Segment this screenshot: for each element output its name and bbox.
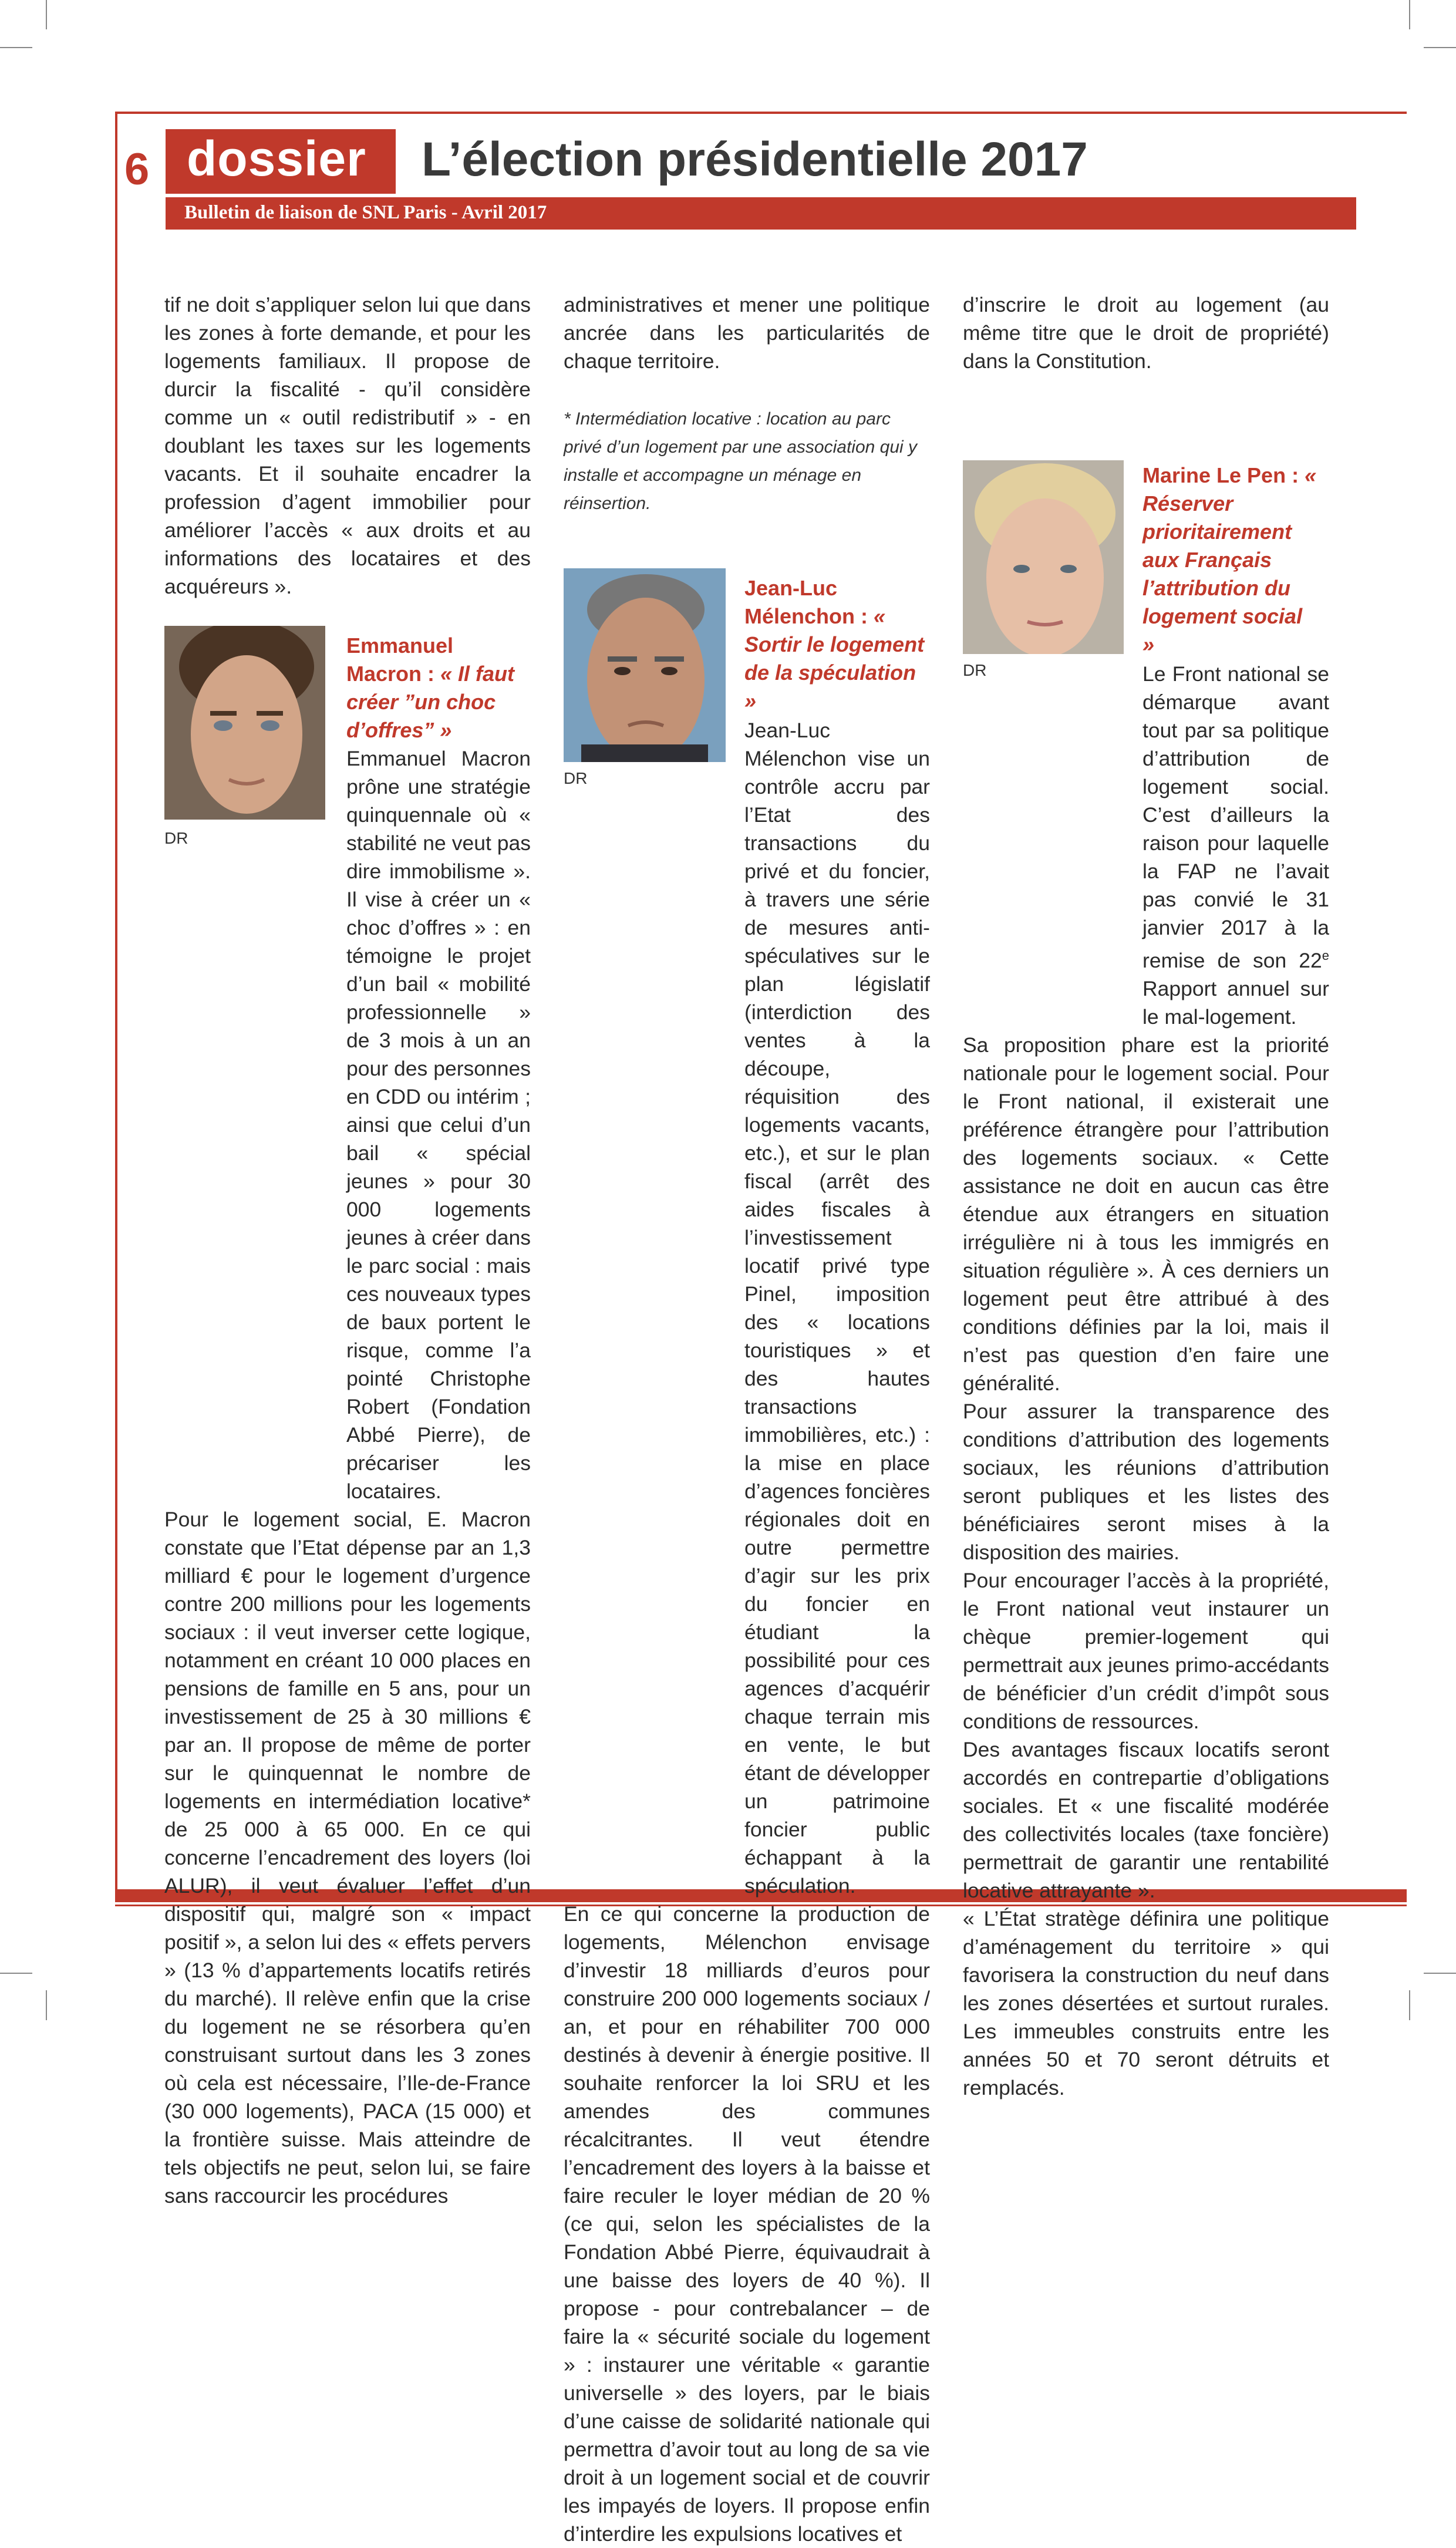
crop-mark [1409,1990,1410,2020]
lepen-heading [1142,461,1319,659]
lepen-photo [963,460,1124,654]
paragraph: Jean-Luc Mélenchon vise un contrôle accru par l’Etat des transactions du privé et du foncier, à travers une série de mesures anti-spéculatives sur le plan législatif (interdiction des ventes à la découpe, réquisition des logements vacants, etc.), et sur le plan fiscal (arrêt des aides fiscales à l’investissement locatif privé type Pinel, imposition des « locations touristiques » et des hautes transactions immobilières, etc.) : la mise en place d’agences foncières régionales doit en outre permettre d’agir sur les prix du foncier en étudiant la possibilité pour ces agences d’acquérir chaque terrain mis en vente, le but étant de développer un patrimoine foncier public échappant à la spéculation. [744,719,930,1897]
crop-mark [1409,0,1410,29]
frame-left-rule [115,112,117,1900]
candidate-quote: « Il faut créer ”un choc d’offres” » [346,662,515,742]
crop-mark [1424,47,1456,48]
crop-mark [0,47,32,48]
paragraph: d’inscrire le droit au logement (au même titre que le droit de propriété) dans la Constitution. [963,293,1329,373]
macron-body [164,744,531,2210]
paragraph: En ce qui concerne la production de logements, Mélenchon envisage d’investir 18 milliards d’euros pour construire 200 000 logements sociaux / an, et pour en réhabiliter 700 000 destinés à devenir à énergie positive. Il souhaite renforcer la loi SRU et les amendes des communes récalcitrantes. Il veut étendre l’encadrement des loyers à la baisse et faire reculer le loyer médian de 20 % (ce qui, selon les spécialistes de la Fondation Abbé Pierre, équivaudrait à une baisse des loyers de 40 %). Il propose - pour contrebalancer – de faire la « sécurité sociale du logement » : instaurer une véritable « garantie universelle » des loyers, par le biais d’une caisse de solidarité nationale qui permettra d’avoir tout au long de sa vie droit à un logement social et de couvrir les impayés de loyers. Il propose enfin d’interdire les expulsions locatives et [564,1902,930,2546]
bulletin-subtitle: Bulletin de liaison de SNL Paris - Avril 2017 [184,202,547,223]
crop-mark [46,1990,47,2020]
paragraph [963,660,1329,1031]
frame-top-rule [115,112,1407,114]
crop-mark [46,0,47,29]
page-title: L’élection présidentielle 2017 [422,133,1088,186]
paragraph: Emmanuel Macron prône une stratégie quinquennale où « stabilité ne veut pas dire immobilisme ». Il vise à créer un « choc d’offres » : en témoigne le projet d’un bail « mobilité professionnelle » de 3 mois à un an pour des personnes en CDD ou intérim ; ainsi que celui d’un bail « spécial jeunes » pour 30 000 logements jeunes à créer dans le parc social : mais ces nouveaux types de baux portent le risque, comme l’a pointé Christophe Robert (Fondation Abbé Pierre), de précariser les locataires. [346,747,531,1503]
paragraph: Pour le logement social, E. Macron constate que l’Etat dépense par an 1,3 milliard € pour le logement d’urgence contre 200 millions pour les logements sociaux : il veut inverser cette logique, notamment en créant 10 000 places en pensions de famille en 5 ans, pour un investissement de 25 à 30 millions € par an. Il propose de même de porter sur le quinquennat le nombre de logements en intermédiation locative* de 25 000 à 65 000. En ce qui concerne l’encadrement des loyers (loi ALUR), il veut évaluer l’effet d’un dispositif qui, malgré son « impact positif », a selon lui des « effets pervers » (13 % d’appartements locatifs retirés du marché). Il relève enfin que la crise du logement ne se résorbera qu’en construisant surtout dans les 3 zones où cela est nécessaire, l’Ile-de-France (30 000 logements), PACA (15 000) et la frontière suisse. Mais atteindre de tels objectifs ne peut, selon lui, se faire sans raccourcir les procédures [164,1508,531,2207]
macron-heading [346,632,523,744]
paragraph: tif ne doit s’appliquer selon lui que dans les zones à forte demande, et pour les logements familiaux. Il propose de durcir la fiscalité - qu’il considère comme un « outil redistributif » - en doublant les taxes sur les logements vacants. Et il souhaite encadrer la profession d’agent immobilier pour améliorer l’accès « aux droits et au informations des locataires et des acquéreurs ». [164,293,531,598]
candidate-name: Emmanuel Macron : [346,633,454,686]
photo-credit: DR [963,661,987,679]
text-run: Rapport annuel sur le mal-logement. [1142,976,1329,1029]
column-2-intro [564,291,930,375]
candidate-quote: « Réserver prioritairement aux Français l’attribution du logement social » [1142,463,1317,656]
text-run: Le Front national se démarque avant tout par sa politique d’attribution de logement social. C’est d’ailleurs la raison pour laquelle la FAP ne l’avait pas convié le 31 janvier 2017 à la remise de son 22 [1142,662,1329,972]
footnote: * Intermédiation locative : location au parc privé d’un logement par une association qui y installe et accompagne un ménage en réinsertion. [564,409,918,513]
melenchon-heading [744,574,932,715]
paragraph: Pour assurer la transparence des conditions d’attribution des logements sociaux, les réunions d’attribution seront publiques et les listes des bénéficiaires seront mises à la disposition des mairies. [963,1399,1329,1564]
superscript: e [1322,948,1329,963]
portrait-image [963,460,1124,654]
decor-square [1239,197,1277,230]
lepen-body [963,660,1329,2102]
paragraph: « L’État stratège définira une politique d’aménagement du territoire » qui favorisera la construction du neuf dans les zones désertées et surtout rurales. Les immeubles construits entre les années 50 et 70 seront détruits et remplacés. [963,1906,1329,2099]
photo-credit: DR [164,829,188,847]
paragraph: Des avantages fiscaux locatifs seront accordés en contrepartie d’obligations sociales. Et « une fiscalité modérée des collectivités locales (taxe foncière) permettrait de garantir une rentabilité locative attrayante ». [963,1737,1329,1902]
melenchon-body [564,716,930,2548]
candidate-name: Marine Le Pen : [1142,463,1305,487]
page-number: 6 [124,144,150,194]
paragraph: administratives et mener une politique ancrée dans les particularités de chaque territoire. [564,293,930,373]
decor-square [1162,197,1201,230]
paragraph: Pour encourager l’accès à la propriété, le Front national veut instaurer un chèque premier-logement qui permettrait aux jeunes primo-accédants de bénéficier d’un crédit d’impôt sous conditions de ressources. [963,1568,1329,1733]
column-1-intro [164,291,531,601]
decor-square [1315,197,1353,230]
crop-mark [0,1973,32,1974]
photo-credit: DR [564,769,588,787]
candidate-name: Jean-Luc Mélenchon : [744,576,874,628]
candidate-quote: « Sortir le logement de la spéculation » [744,604,925,713]
crop-mark [1424,1973,1456,1974]
column-3-intro [963,291,1329,375]
section-tag: dossier [187,131,366,186]
paragraph: Sa proposition phare est la priorité nationale pour le logement social. Pour le Front national, il existerait une préférence étrangère pour l’attribution des logements sociaux. « Cette assistance ne doit en aucun cas être étendue aux étrangers en situation irrégulière ni à tous les immigrés en situation régulière ». À ces derniers un logement peut être attribué à des conditions définies par la loi, mais il n’est pas question d’en faire une généralité. [963,1033,1329,1395]
